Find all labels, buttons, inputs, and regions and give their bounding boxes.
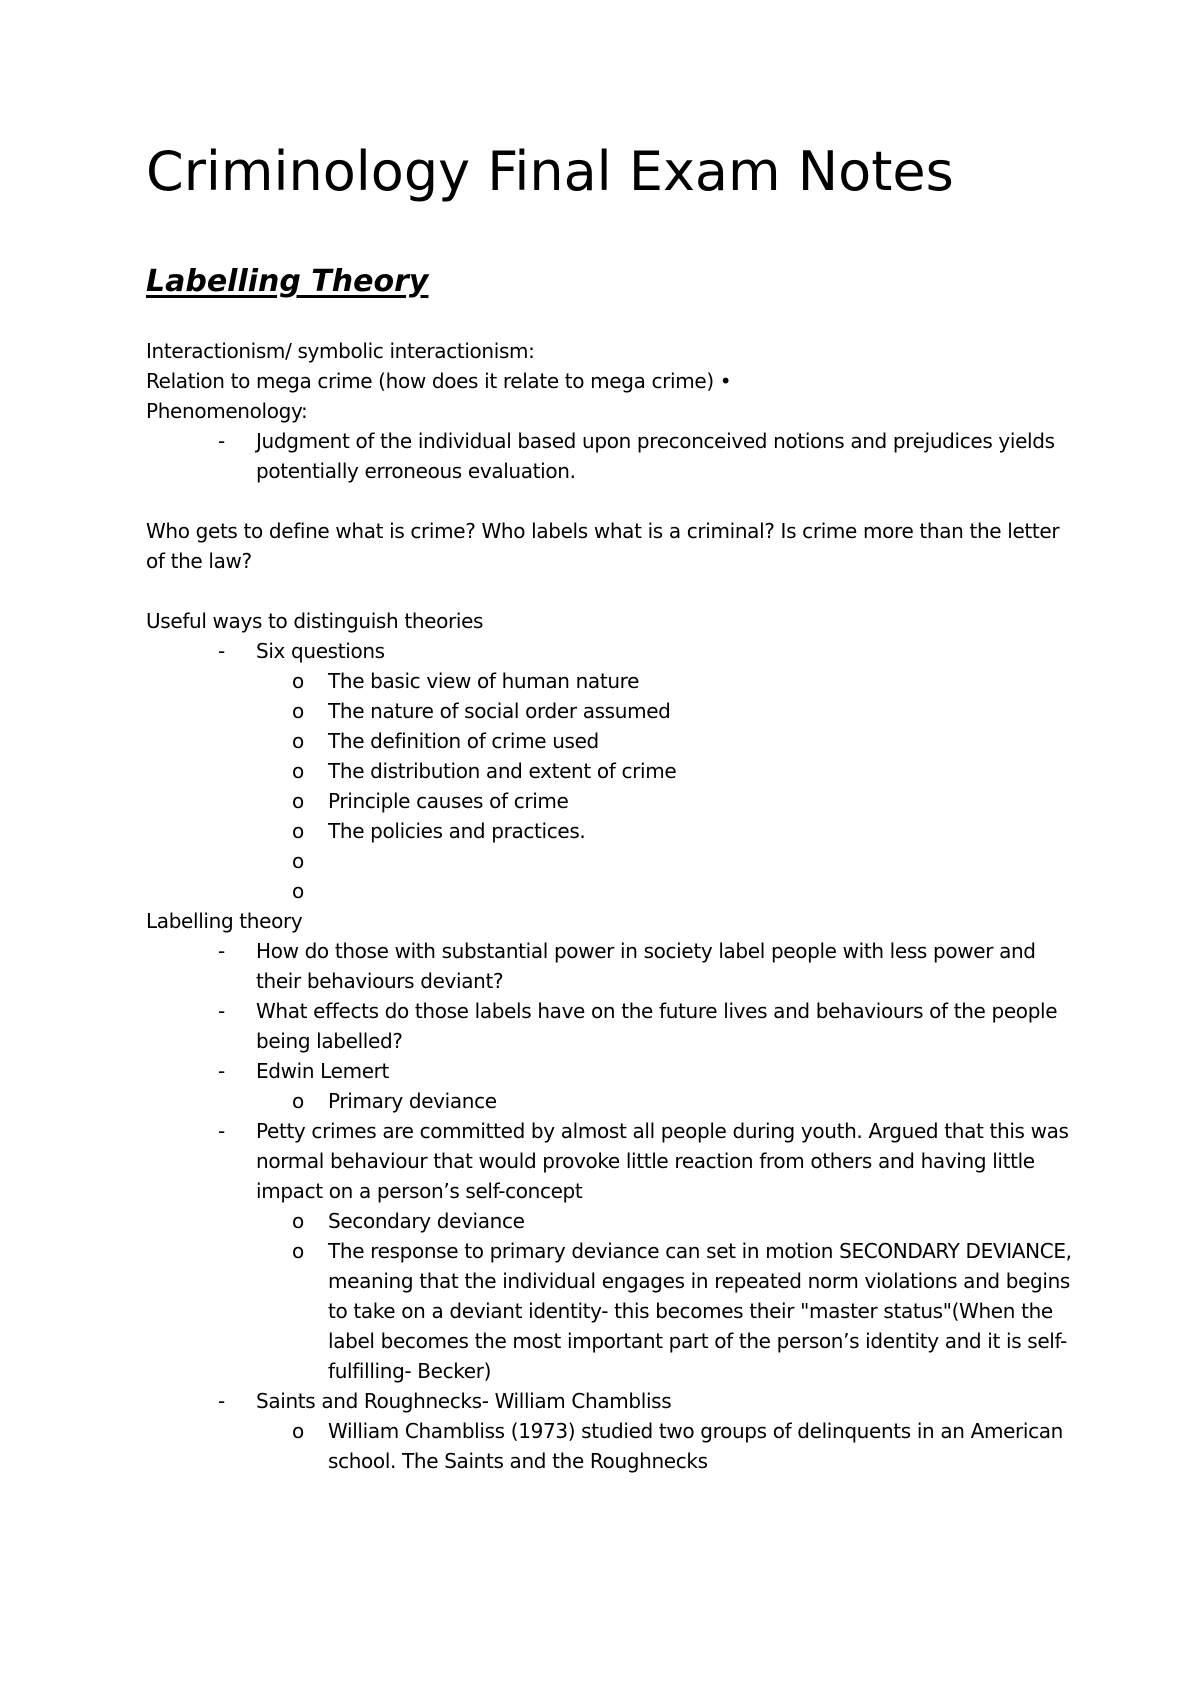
question-text: The distribution and extent of crime: [328, 759, 677, 783]
list-item: [146, 636, 1076, 666]
useful-ways-line: Useful ways to distinguish theories: [146, 609, 484, 633]
circle-bullet: o: [292, 1239, 304, 1263]
labelling-item-text: Edwin Lemert: [256, 1059, 390, 1083]
dash-bullet: -: [218, 939, 225, 963]
list-item: [146, 1086, 1076, 1116]
labelling-item-text: How do those with substantial power in society label people with less power and their behaviours deviant?: [256, 939, 1036, 993]
list-item: [146, 816, 1076, 846]
question-text: The nature of social order assumed: [328, 699, 671, 723]
list-item: [146, 1386, 1076, 1416]
list-item: [146, 1236, 1076, 1386]
dash-bullet: -: [218, 429, 225, 453]
circle-bullet: o: [292, 729, 304, 753]
six-questions-text: Six questions: [256, 639, 385, 663]
circle-bullet: o: [292, 669, 304, 693]
document-body: [146, 336, 1076, 1476]
sub-item-text: Secondary deviance: [328, 1209, 525, 1233]
circle-bullet: o: [292, 789, 304, 813]
phenomenology-item-text: Judgment of the individual based upon preconceived notions and prejudices yields potentially erroneous evaluation.: [256, 429, 1055, 483]
circle-bullet: o: [292, 1419, 304, 1443]
list-item: [146, 726, 1076, 756]
dash-bullet: -: [218, 1059, 225, 1083]
mega-crime-line: Relation to mega crime (how does it relate to mega crime) •: [146, 369, 732, 393]
circle-bullet: o: [292, 849, 304, 873]
list-item: [146, 696, 1076, 726]
dash-bullet: -: [218, 639, 225, 663]
list-item: [146, 1116, 1076, 1206]
question-text: The definition of crime used: [328, 729, 599, 753]
sub-item-text: William Chambliss (1973) studied two groups of delinquents in an American school. The Saints and the Roughnecks: [328, 1419, 1064, 1473]
circle-bullet: o: [292, 759, 304, 783]
spacer: [146, 486, 1076, 516]
circle-bullet: o: [292, 699, 304, 723]
circle-bullet: o: [292, 879, 304, 903]
who-defines-paragraph: Who gets to define what is crime? Who labels what is a criminal? Is crime more than the letter of the law?: [146, 519, 1060, 573]
labelling-item-text: Petty crimes are committed by almost all people during youth. Argued that this was normal behaviour that would provoke little reaction from others and having little impact on a person’s self-concept: [256, 1119, 1069, 1203]
circle-bullet: o: [292, 1209, 304, 1233]
question-text: The policies and practices.: [328, 819, 586, 843]
dash-bullet: -: [218, 1389, 225, 1413]
list-item: [146, 786, 1076, 816]
list-item: [146, 876, 1076, 906]
circle-bullet: o: [292, 819, 304, 843]
circle-bullet: o: [292, 1089, 304, 1113]
list-item: [146, 846, 1076, 876]
sub-item-text: The response to primary deviance can set in motion SECONDARY DEVIANCE, meaning that the individual engages in repeated norm violations and begins to take on a deviant identity- this becomes their "master status"(When the label becomes the most important part of the person’s identity and it is self-fulfilling- Becker): [328, 1239, 1072, 1383]
section-heading: Labelling Theory: [146, 264, 429, 299]
list-item: [146, 756, 1076, 786]
question-text: The basic view of human nature: [328, 669, 640, 693]
list-item: [146, 1416, 1076, 1476]
list-item: [146, 936, 1076, 996]
spacer: [146, 576, 1076, 606]
list-item: [146, 666, 1076, 696]
question-text: Principle causes of crime: [328, 789, 569, 813]
phenomenology-line: Phenomenology:: [146, 399, 308, 423]
labelling-item-text: Saints and Roughnecks- William Chambliss: [256, 1389, 672, 1413]
dash-bullet: -: [218, 999, 225, 1023]
labelling-item-text: What effects do those labels have on the future lives and behaviours of the people being labelled?: [256, 999, 1058, 1053]
sub-item-text: Primary deviance: [328, 1089, 497, 1113]
list-item: [146, 426, 1076, 486]
list-item: [146, 1056, 1076, 1086]
labelling-theory-line: Labelling theory: [146, 909, 303, 933]
list-item: [146, 996, 1076, 1056]
list-item: [146, 1206, 1076, 1236]
interactionism-line: Interactionism/ symbolic interactionism:: [146, 339, 535, 363]
dash-bullet: -: [218, 1119, 225, 1143]
document-title: Criminology Final Exam Notes: [146, 140, 954, 203]
